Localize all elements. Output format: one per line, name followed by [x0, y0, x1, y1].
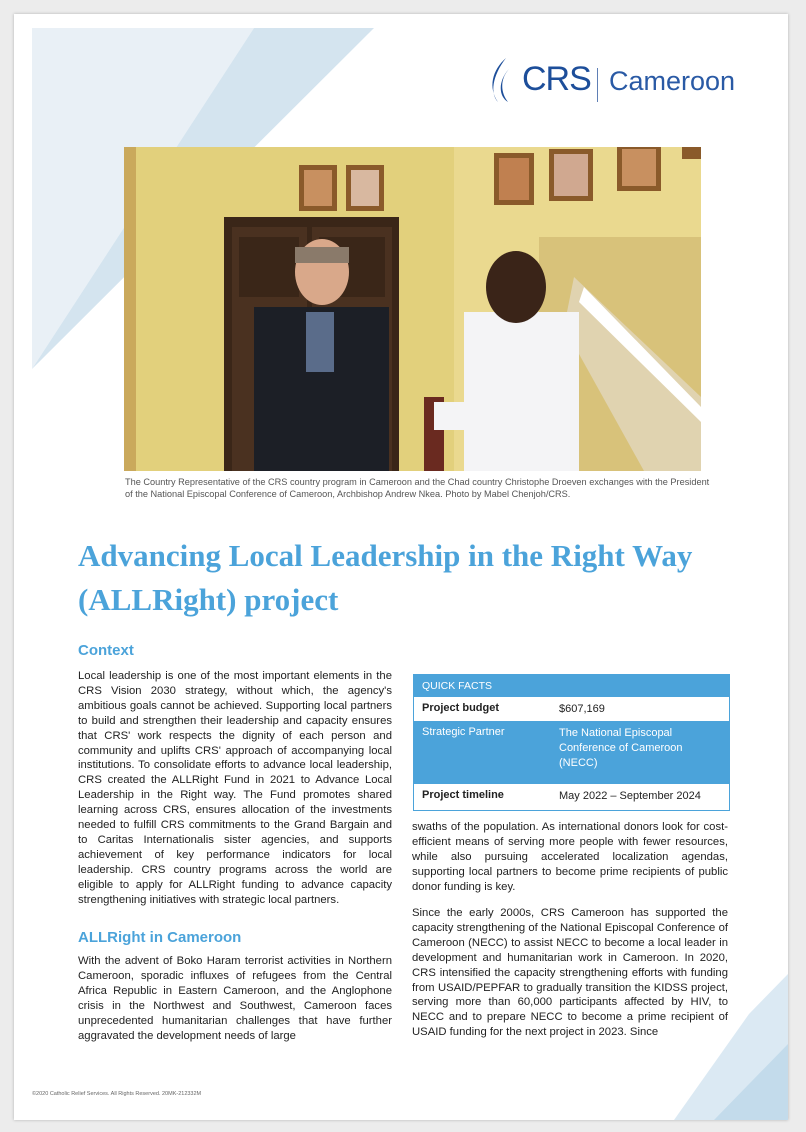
logo-divider — [597, 68, 598, 102]
quick-facts-row-partner — [414, 721, 729, 783]
quick-facts-label: Strategic Partner — [422, 726, 505, 738]
allright-cameroon-paragraph: With the advent of Boko Haram terrorist activities in Northern Cameroon, sporadic influxes of refugees from the Central Africa Republic in Eastern Cameroon, and the Anglophone crisis in the Northwest and Southwest, Cameroon faces unprecedented humanitarian challenges that have further aggravated the development needs of large — [78, 955, 392, 1042]
allright-cameroon-heading: ALLRight in Cameroon — [78, 929, 242, 946]
logo-country-text: Cameroon — [609, 66, 736, 96]
context-paragraph: Local leadership is one of the most important elements in the CRS Vision 2030 strategy, without which, the agency's ambitious goals cannot be achieved. Supporting local partners to build and strengthen their leadership and capacity ensures that CRS' work respects the dignity of each person and community and uplifts CRS' approach of accompanying local institutions. To consolidate efforts to advance local leadership, CRS created the ALLRight Fund in 2021 to Advance Local Leadership in the Right way. The Fund promotes shared learning across CRS, ensures allocation of the investments needed to fulfill CRS commitments to the Grand Bargain and to Caritas Internationalis sister agencies, and supports achievement of key performance indicators for local leadership. CRS country programs across the world are eligible to apply for ALLRight funding to advance capacity strengthening initiatives with strategic local partners. — [78, 670, 392, 906]
quick-facts-label: Project budget — [422, 702, 500, 714]
logo-crs-text: CRS — [522, 60, 591, 98]
quick-facts-value: $607,169 — [559, 703, 605, 715]
copyright-footer: ©2020 Catholic Relief Services. All Rights Reserved. 20MK-212332M — [32, 1091, 202, 1097]
quick-facts-row-budget — [414, 697, 729, 721]
quick-facts-label: Project timeline — [422, 789, 504, 801]
quick-facts-row-timeline — [414, 783, 729, 810]
right-column-paragraph-2: Since the early 2000s, CRS Cameroon has supported the capacity strengthening of the National Episcopal Conference of Cameroon (NECC) to assist NECC to become a local leader in development and humanitarian work in Cameroon. In 2020, CRS intensified the capacity strengthening efforts with funding from USAID/PEPFAR to gradually transition the KIDSS project, serving more than 60,000 participants affected by HIV, to NECC and to prepare NECC to become a prime recipient of USAID funding for the next project in 2023. Since — [412, 907, 728, 1039]
document-page — [14, 14, 788, 1120]
quick-facts-box — [413, 674, 730, 811]
crs-cameroon-logo — [484, 54, 754, 114]
quick-facts-value: May 2022 – September 2024 — [559, 790, 701, 802]
event-photo — [124, 147, 701, 471]
quick-facts-value: The National Episcopal Conference of Cameroon (NECC) — [559, 727, 683, 769]
quick-facts-heading: QUICK FACTS — [414, 675, 729, 697]
crs-flame-icon — [484, 54, 524, 110]
right-column-paragraph-1: swaths of the population. As international donors look for cost-efficient means of serving more people with fewer resources, while also pursuing accelerated localization agendas, supporting local partners to become prime recipients of public donor funding is key. — [412, 821, 728, 893]
document-title: Advancing Local Leadership in the Right Way (ALLRight) project — [78, 538, 693, 617]
context-heading: Context — [78, 642, 134, 659]
photo-caption: The Country Representative of the CRS country program in Cameroon and the Chad country Christophe Droeven exchanges with the President of the National Episcopal Conference of Cameroon, Archbishop Andrew Nkea. Photo by Mabel Chenjoh/CRS. — [125, 477, 710, 499]
